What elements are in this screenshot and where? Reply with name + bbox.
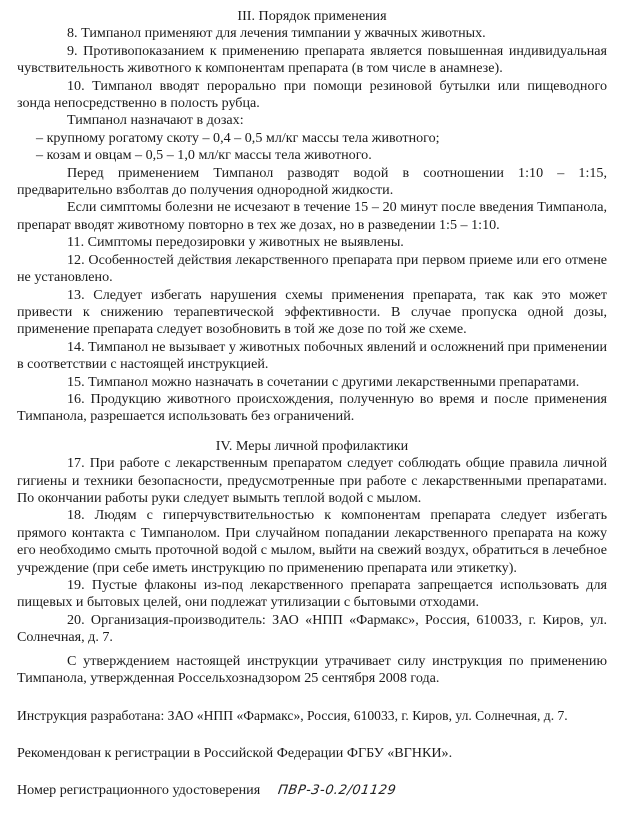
- dose-goats-sheep: – козам и овцам – 0,5 – 1,0 мл/кг массы тела животного.: [36, 147, 372, 164]
- developer-line: Инструкция разработана: ЗАО «НПП «Фармакс», Россия, 610033, г. Киров, ул. Солнечная, д. 7.: [17, 708, 568, 724]
- paragraph-20: 20. Организация-производитель: ЗАО «НПП «Фармакс», Россия, 610033, г. Киров, ул. Солнечная, д. 7.: [17, 611, 607, 646]
- paragraph-17: 17. При работе с лекарственным препаратом следует соблюдать общие правила личной гигиены и техники безопасности, предусмотренные при работе с лекарственными препаратами. По окончании работы руки следует вымыть теплой водой с мылом.: [17, 455, 607, 506]
- doses-intro: Тимпанол назначают в дозах:: [67, 112, 244, 129]
- paragraph-13: 13. Следует избегать нарушения схемы применения препарата, так как это может привести к снижению терапевтической эффективности. В случае пропуска одной дозы, применение препарата следует возобновить в той же дозе по той же схеме.: [17, 286, 607, 338]
- registration-number-handwritten: ПВР-3-0.2/01129: [277, 783, 398, 799]
- paragraph-15: 15. Тимпанол можно назначать в сочетании с другими лекарственными препаратами.: [67, 373, 580, 390]
- paragraph-9: 9. Противопоказанием к применению препарата является повышенная индивидуальная чувствительность животного к компонентам препарата (в том числе в анамнезе).: [17, 42, 607, 77]
- approval-paragraph: С утверждением настоящей инструкции утрачивает силу инструкция по применению Тимпанола, утвержденная Россельхознадзором 25 сентября 2008 года.: [17, 652, 607, 687]
- dose-cattle: – крупному рогатому скоту – 0,4 – 0,5 мл/кг массы тела животного;: [36, 129, 440, 146]
- registration-row: [17, 782, 607, 799]
- registration-label: Номер регистрационного удостоверения: [17, 782, 261, 799]
- recommendation-line: Рекомендован к регистрации в Российской Федерации ФГБУ «ВГНКИ».: [17, 744, 453, 761]
- footer-spacer-2: [17, 725, 607, 745]
- section-spacer: [17, 426, 607, 438]
- paragraph-19: 19. Пустые флаконы из-под лекарственного препарата запрещается использовать для пищевых и бытовых целей, они подлежат утилизации с бытовыми отходами.: [17, 577, 607, 611]
- repeat-dose-paragraph: Если симптомы болезни не исчезают в течение 15 – 20 минут после введения Тимпанола, препарат вводят животному повторно в тех же дозах, но в разведении 1:5 – 1:10.: [17, 199, 607, 233]
- section-3-title: III. Порядок применения: [237, 8, 387, 24]
- footer-spacer: [17, 687, 607, 707]
- paragraph-16: 16. Продукцию животного происхождения, полученную во время и после применения Тимпанола, разрешается использовать без ограничений.: [17, 390, 607, 425]
- paragraph-8: 8. Тимпанол применяют для лечения тимпании у жвачных животных.: [67, 25, 486, 42]
- paragraph-12: 12. Особенностей действия лекарственного препарата при первом приеме или его отмене не установлено.: [17, 251, 607, 286]
- section-4-title: IV. Меры личной профилактики: [215, 437, 409, 454]
- paragraph-10: 10. Тимпанол вводят перорально при помощи резиновой бутылки или пищеводного зонда непосредственно в полость рубца.: [17, 77, 607, 112]
- paragraph-11: 11. Симптомы передозировки у животных не выявлены.: [67, 234, 404, 251]
- dilution-paragraph: Перед применением Тимпанол разводят водой в соотношении 1:10 – 1:15, предварительно взболтав до получения однородной жидкости.: [17, 164, 607, 199]
- paragraph-18: 18. Людям с гиперчувствительностью к компонентам препарата следует избегать прямого контакта с Тимпанолом. При случайном попадании лекарственного препарата на кожу его необходимо смыть проточной водой с мылом, выйти на свежий воздух, обратиться в лечебное учреждение (при себе иметь инструкцию по применению препарата или этикетку).: [17, 507, 607, 576]
- paragraph-14: 14. Тимпанол не вызывает у животных побочных явлений и осложнений при применении в соответствии с настоящей инструкцией.: [17, 338, 607, 373]
- footer-spacer-3: [17, 762, 607, 782]
